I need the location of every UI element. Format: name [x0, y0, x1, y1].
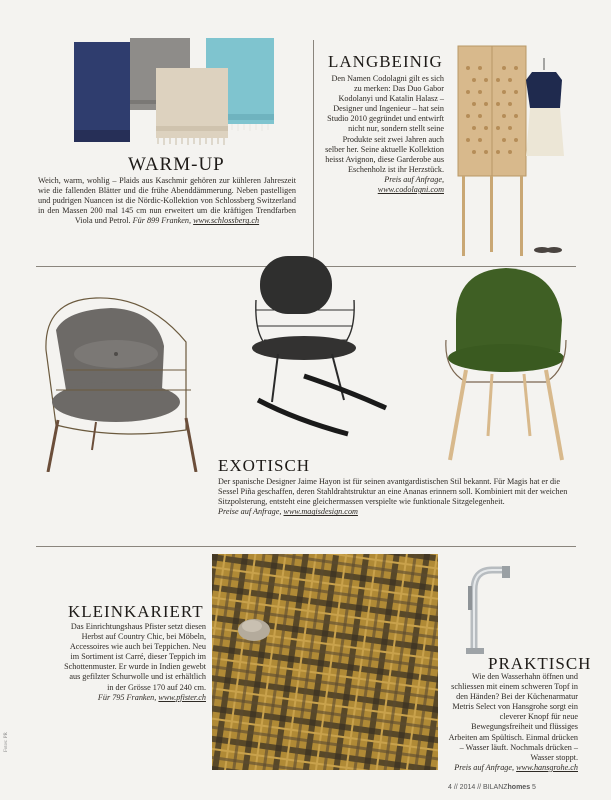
- side-photo-credit: Fotos: PR: [4, 732, 9, 752]
- plaids-image: [72, 38, 292, 150]
- wardrobe-image: [452, 38, 582, 260]
- praktisch-credit-link[interactable]: www.hansgrohe.ch: [516, 762, 578, 772]
- langbeinig-text: [324, 74, 444, 195]
- warmup-credit-prefix: Für 899 Franken,: [132, 216, 194, 226]
- exotisch-text: [218, 477, 578, 517]
- langbeinig-body: Den Namen Codolagni gilt es sich zu merken: Das Duo Gabor Kodolanyi und Katalin Halasz – Designer und Ingenieur – hat sein Studio 2010 gegründet und entwirft nicht nur, sondern stellt seine Produkte seit zwei Jahren auch selber her. Seine aktuelle Kollektion heisst Avignon, diese Garderobe aus Eschenholz ist ihr Herzstück.: [325, 74, 444, 174]
- warmup-title: WARM-UP: [128, 154, 225, 175]
- langbeinig-title: LANGBEINIG: [328, 52, 443, 71]
- exotisch-body: Der spanische Designer Jaime Hayon ist für seinen avantgardistischen Stil bekannt. Für Magis hat er die Sessel Piña geschaffen, deren Stahldrahtstruktur an eine Ananas erinnern soll. Kombiniert mit der weichen Sitzpolsterung, entsteht eine gleichermassen verspielte wie funktionale Sitzgelegenheit.: [218, 477, 568, 507]
- folio-page: 5: [532, 784, 536, 791]
- kleinkariert-credit: [98, 693, 206, 702]
- carpet-image: [212, 554, 438, 770]
- praktisch-body: Wie den Wasserhahn öffnen und schliessen mit einem schweren Topf in den Händen? Bei der Küchenarmatur Metris Select von Hansgrohe sorgt ein cleverer Knopf für neue Bewegungsfreiheit und flüssiges Arbeiten am Spültisch. Einmal drücken – Wasser läuft. Nochmals drücken – Wasser stoppt.: [448, 672, 578, 762]
- chairs-image: [36, 250, 588, 472]
- langbeinig-credit: [378, 175, 444, 194]
- kleinkariert-credit-prefix: Für 795 Franken,: [97, 692, 159, 702]
- kleinkariert-body: Das Einrichtungshaus Pfister setzt diesen Herbst auf Country Chic, bei Möbeln, Accessoires wie auch bei Teppichen. Neu im Sortiment ist Carré, dieser Teppich im Schottenmuster. Er wurde in Indien gewebt aus gefilzter Schurwolle und ist erhältlich in der Grösse 170 auf 240 cm.: [64, 622, 206, 692]
- exotisch-credit-link[interactable]: www.magisdesign.com: [283, 507, 358, 517]
- warmup-credit-link[interactable]: www.schlossberg.ch: [193, 216, 260, 226]
- praktisch-title: PRAKTISCH: [488, 654, 592, 673]
- exotisch-credit-prefix: Preise auf Anfrage,: [218, 507, 284, 517]
- kleinkariert-text: [64, 622, 206, 703]
- exotisch-title: EXOTISCH: [218, 456, 311, 475]
- warmup-text: [38, 176, 296, 226]
- folio-brand: homes: [507, 784, 531, 791]
- warmup-body: Weich, warm, wohlig – Plaids aus Kaschmir gehören zur kühleren Jahreszeit wie die fallenden Blätter und die frühe Abenddämmerung. Neben pastelligen und pudrigen Nuancen ist die Nördic-Kollektion von Schlossberg Switzerland in den Massen 200 mal 145 cm nun erweitert um die kräftigen Trendfarben Viola und Petrol.: [38, 176, 296, 226]
- top-vertical-divider: [313, 40, 314, 262]
- faucet-image: [456, 560, 516, 656]
- page-folio: [448, 784, 536, 791]
- divider-bottom: [36, 546, 576, 547]
- warmup-credit: [133, 216, 259, 225]
- langbeinig-credit-prefix: Preis auf Anfrage,: [384, 174, 444, 184]
- praktisch-text: [446, 672, 578, 773]
- exotisch-credit: [218, 507, 358, 516]
- langbeinig-credit-link[interactable]: www.codolagni.com: [377, 185, 444, 195]
- praktisch-credit-prefix: Preis auf Anfrage,: [454, 762, 517, 772]
- kleinkariert-title: KLEINKARIERT: [68, 602, 204, 621]
- praktisch-credit: [454, 763, 578, 772]
- folio-prefix: 4 // 2014 // BILANZ: [448, 784, 508, 791]
- kleinkariert-credit-link[interactable]: www.pfister.ch: [158, 692, 206, 702]
